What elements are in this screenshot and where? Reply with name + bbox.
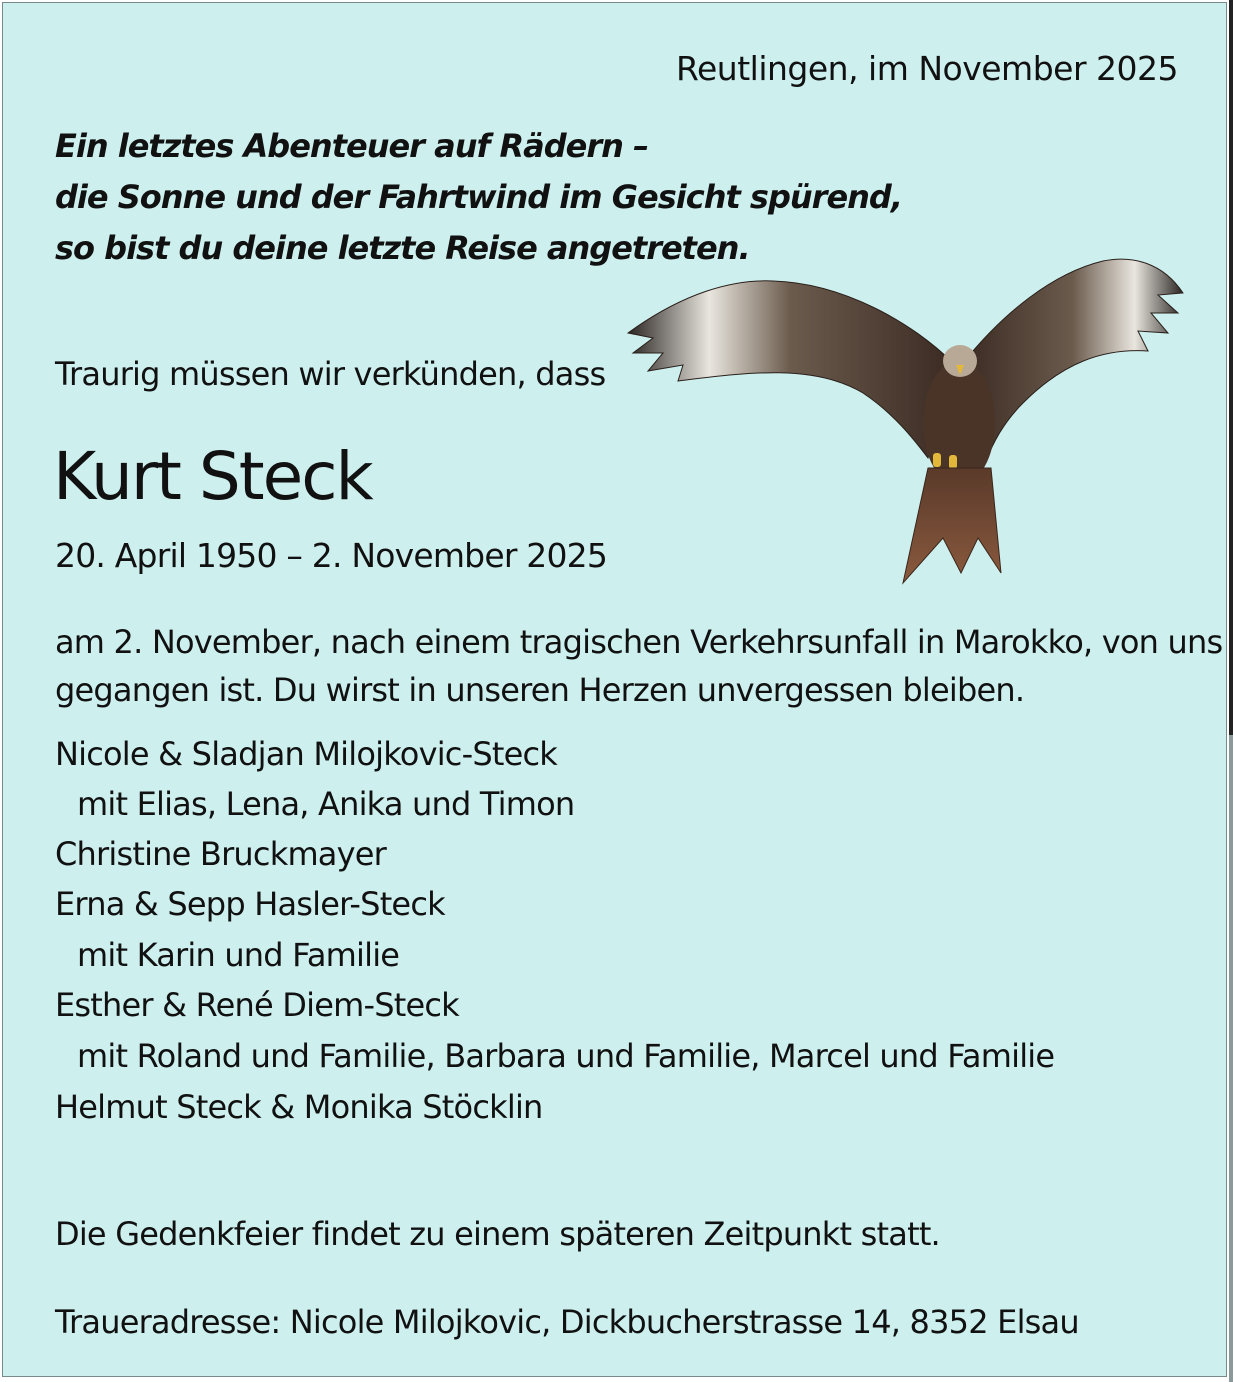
verse-line-3: so bist du deine letzte Reise angetreten. (55, 229, 750, 267)
body-line-2: gegangen ist. Du wirst in unseren Herzen unvergessen bleiben. (55, 671, 1025, 709)
family-line: mit Karin und Familie (77, 936, 400, 974)
family-line: Nicole & Sladjan Milojkovic-Steck (55, 735, 558, 773)
obituary-card (2, 2, 1227, 1377)
verse-line-1: Ein letztes Abenteuer auf Rädern – (55, 127, 649, 165)
red-kite-icon (623, 253, 1188, 588)
edge-bar (1229, 0, 1233, 735)
mourning-address: Traueradresse: Nicole Milojkovic, Dickbucherstrasse 14, 8352 Elsau (55, 1303, 1079, 1341)
life-dates: 20. April 1950 – 2. November 2025 (55, 536, 608, 575)
family-line: Christine Bruckmayer (55, 835, 387, 873)
family-line: mit Elias, Lena, Anika und Timon (77, 785, 575, 823)
edge-bar (1229, 735, 1233, 1382)
intro-text: Traurig müssen wir verkünden, dass (55, 355, 606, 393)
family-line: Esther & René Diem-Steck (55, 986, 459, 1024)
place-date: Reutlingen, im November 2025 (676, 49, 1178, 88)
body-line-1: am 2. November, nach einem tragischen Verkehrsunfall in Marokko, von uns (55, 623, 1223, 661)
family-line: Helmut Steck & Monika Stöcklin (55, 1088, 543, 1126)
family-line: mit Roland und Familie, Barbara und Familie, Marcel und Familie (77, 1037, 1055, 1075)
memorial-note: Die Gedenkfeier findet zu einem späteren Zeitpunkt statt. (55, 1215, 940, 1253)
verse-line-2: die Sonne und der Fahrtwind im Gesicht spürend, (55, 178, 902, 216)
deceased-name: Kurt Steck (53, 438, 372, 515)
family-line: Erna & Sepp Hasler-Steck (55, 885, 445, 923)
